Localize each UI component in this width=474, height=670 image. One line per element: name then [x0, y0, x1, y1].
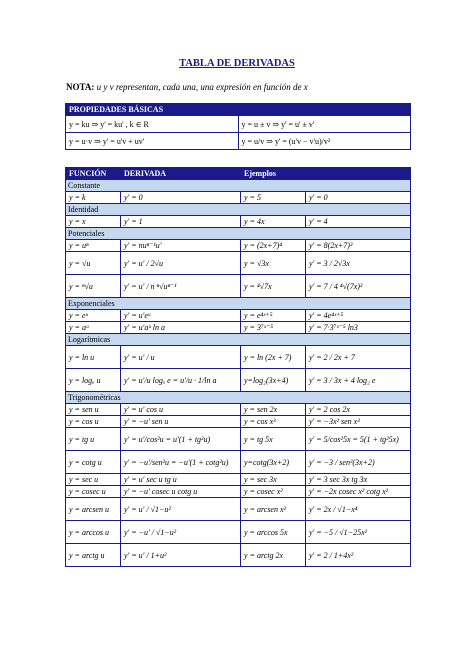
derivada-cell: y' = 1 — [121, 216, 241, 228]
table-row — [66, 216, 411, 228]
ejemplo-cell: y = sen 2x — [241, 404, 306, 416]
ejemplo-cell: y = (2x+7)⁴ — [241, 240, 306, 252]
ejemplo-cell: y = arccos 5x — [241, 521, 306, 544]
section-title: Constante — [66, 180, 411, 192]
ejemplo-derivada-cell: y' = −2x cosec x² cotg x² — [306, 486, 411, 498]
ejemplo-cell: y = arcsen x² — [241, 498, 306, 521]
ejemplo-derivada-cell: y' = 2 cos 2x — [306, 404, 411, 416]
derivada-cell: y' = u' / 2√u — [121, 252, 241, 275]
derivatives-table — [65, 167, 411, 567]
table-row — [66, 275, 411, 298]
props-header: PROPIEDADES BÁSICAS — [66, 104, 411, 116]
table-row — [66, 252, 411, 275]
ejemplo-cell: y = e⁴ˣ⁺⁵ — [241, 310, 306, 322]
ejemplo-cell: y=cotg(3x+2) — [241, 451, 306, 474]
derivada-cell: y' = u' / n ⁿ√uⁿ⁻¹ — [121, 275, 241, 298]
section-row — [66, 228, 411, 240]
basic-properties-table — [65, 103, 411, 150]
derivada-cell: y' = u'/u logₐ e = u'/u · 1/ln a — [121, 369, 241, 392]
derivada-cell: y' = u'eᵘ — [121, 310, 241, 322]
funcion-cell: y = aᵘ — [66, 322, 121, 334]
ejemplo-derivada-cell: y' = 3 / 2√3x — [306, 252, 411, 275]
derivada-cell: y' = u' / u — [121, 346, 241, 369]
table-row — [66, 369, 411, 392]
table-row — [66, 428, 411, 451]
table-row — [66, 116, 411, 133]
section-title: Trigonométricas — [66, 392, 411, 404]
derivada-cell: y' = −u' cosec u cotg u — [121, 486, 241, 498]
table-row — [66, 416, 411, 428]
ejemplo-cell: y = tg 5x — [241, 428, 306, 451]
derivada-cell: y' = u' / √1−u² — [121, 498, 241, 521]
section-row — [66, 334, 411, 346]
table-header-row — [66, 168, 411, 180]
page-title: TABLA DE DERIVADAS — [179, 58, 295, 69]
table-row — [66, 404, 411, 416]
ejemplo-derivada-cell: y' = 5/cos²5x = 5(1 + tg²5x) — [306, 428, 411, 451]
prop-cell: y = u ± v ⇒ y' = u' ± v' — [238, 116, 411, 133]
prop-cell: y = u·v ⇒ y' = u'v + uv' — [66, 133, 239, 150]
table-row — [66, 451, 411, 474]
ejemplo-derivada-cell: y' = 7 / 4 ⁴√(7x)³ — [306, 275, 411, 298]
funcion-cell: y = arctg u — [66, 544, 121, 567]
nota-label: NOTA: — [66, 82, 95, 92]
funcion-cell: y = sec u — [66, 474, 121, 486]
funcion-cell: y = arcsen u — [66, 498, 121, 521]
funcion-cell: y = cotg u — [66, 451, 121, 474]
derivada-cell: y' = u' / 1+u² — [121, 544, 241, 567]
funcion-cell: y = x — [66, 216, 121, 228]
ejemplo-derivada-cell: y' = 4 — [306, 216, 411, 228]
section-row — [66, 180, 411, 192]
prop-cell: y = u/v ⇒ y' = (u'v − v'u)/v² — [238, 133, 411, 150]
derivada-cell: y' = u' sec u tg u — [121, 474, 241, 486]
funcion-cell: y = arccos u — [66, 521, 121, 544]
table-row — [66, 310, 411, 322]
funcion-cell: y = tg u — [66, 428, 121, 451]
ejemplo-derivada-cell: y' = 8(2x+7)³ — [306, 240, 411, 252]
ejemplo-cell: y = √3x — [241, 252, 306, 275]
ejemplo-derivada-cell: y' = 2 / 2x + 7 — [306, 346, 411, 369]
ejemplo-derivada-cell: y' = 3 sec 3x tg 3x — [306, 474, 411, 486]
table-row — [66, 486, 411, 498]
section-title: Logarítmicas — [66, 334, 411, 346]
col-header-funcion: FUNCIÓN — [66, 168, 121, 180]
section-title: Exponenciales — [66, 298, 411, 310]
table-row — [66, 521, 411, 544]
ejemplo-derivada-cell: y' = −3 / sen²(3x+2) — [306, 451, 411, 474]
ejemplo-derivada-cell: y' = 2x / √1−x⁴ — [306, 498, 411, 521]
ejemplo-cell: y = 5 — [241, 192, 306, 204]
funcion-cell: y = k — [66, 192, 121, 204]
col-header-derivada: DERIVADA — [121, 168, 241, 180]
nota-text: u y v representan, cada una, una expresión en función de x — [96, 82, 308, 92]
table-row — [66, 192, 411, 204]
ejemplo-derivada-cell: y' = 3 / 3x + 4 log₂ e — [306, 369, 411, 392]
col-header-ejemplos: Ejemplos — [241, 168, 411, 180]
section-title: Identidad — [66, 204, 411, 216]
ejemplo-cell: y = ⁴√7x — [241, 275, 306, 298]
section-title: Potenciales — [66, 228, 411, 240]
ejemplo-derivada-cell: y' = 7·3⁷ˣ⁻⁵ ln3 — [306, 322, 411, 334]
ejemplo-cell: y = ln (2x + 7) — [241, 346, 306, 369]
ejemplo-cell: y = 3⁷ˣ⁻⁵ — [241, 322, 306, 334]
ejemplo-derivada-cell: y' = −5 / √1−25x² — [306, 521, 411, 544]
funcion-cell: y = ⁿ√u — [66, 275, 121, 298]
ejemplo-cell: y = cosec x² — [241, 486, 306, 498]
derivada-cell: y' = −u'/sen²u = −u'(1 + cotg²u) — [121, 451, 241, 474]
derivada-cell: y' = u'aᵘ ln a — [121, 322, 241, 334]
table-row — [66, 133, 411, 150]
ejemplo-derivada-cell: y' = 0 — [306, 192, 411, 204]
table-row — [66, 322, 411, 334]
table-row — [66, 474, 411, 486]
funcion-cell: y = cos u — [66, 416, 121, 428]
ejemplo-derivada-cell: y' = 4e⁴ˣ⁺⁵ — [306, 310, 411, 322]
table-row — [66, 346, 411, 369]
ejemplo-derivada-cell: y' = 2 / 1+4x² — [306, 544, 411, 567]
funcion-cell: y = cosec u — [66, 486, 121, 498]
funcion-cell: y = uⁿ — [66, 240, 121, 252]
prop-cell: y = ku ⇒ y' = ku' , k ∈ R — [66, 116, 239, 133]
ejemplo-cell: y = 4x — [241, 216, 306, 228]
ejemplo-cell: y = arctg 2x — [241, 544, 306, 567]
ejemplo-cell: y = cos x³ — [241, 416, 306, 428]
section-row — [66, 204, 411, 216]
funcion-cell: y = ln u — [66, 346, 121, 369]
derivada-cell: y' = nuⁿ⁻¹u' — [121, 240, 241, 252]
derivada-cell: y' = −u' / √1−u² — [121, 521, 241, 544]
funcion-cell: y = logₐ u — [66, 369, 121, 392]
table-row — [66, 240, 411, 252]
ejemplo-derivada-cell: y' = −3x² sen x³ — [306, 416, 411, 428]
section-row — [66, 392, 411, 404]
table-row — [66, 498, 411, 521]
nota-line — [66, 82, 308, 92]
derivada-cell: y' = u'/cos²u = u'(1 + tg²u) — [121, 428, 241, 451]
funcion-cell: y = eᵘ — [66, 310, 121, 322]
section-row — [66, 298, 411, 310]
ejemplo-cell: y=log₂(3x+4) — [241, 369, 306, 392]
funcion-cell: y = sen u — [66, 404, 121, 416]
ejemplo-cell: y = sec 3x — [241, 474, 306, 486]
derivada-cell: y' = 0 — [121, 192, 241, 204]
derivada-cell: y' = u' cos u — [121, 404, 241, 416]
derivada-cell: y' = −u' sen u — [121, 416, 241, 428]
funcion-cell: y = √u — [66, 252, 121, 275]
table-row — [66, 544, 411, 567]
